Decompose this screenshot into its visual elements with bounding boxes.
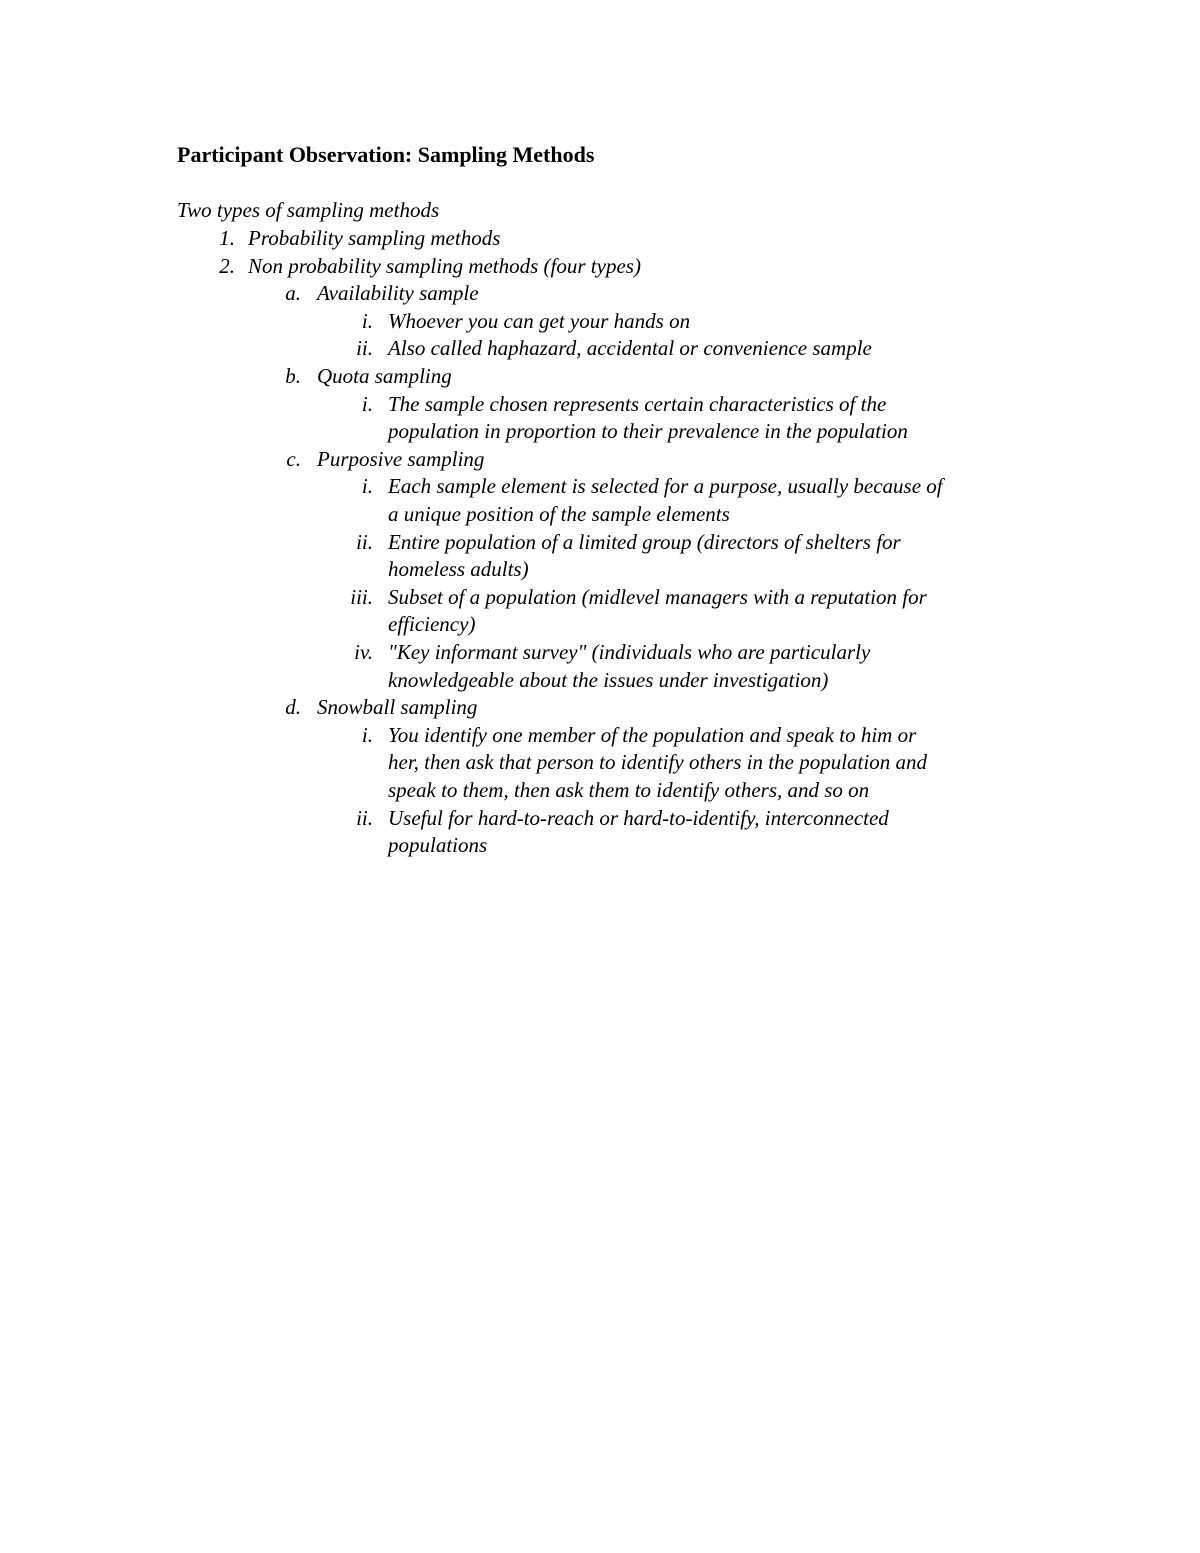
list-marker: i. xyxy=(361,308,373,333)
intro-text: Two types of sampling methods xyxy=(177,198,440,222)
list-item-text: population in proportion to their prevalence in the population xyxy=(388,419,908,444)
list-item-text: Each sample element is selected for a purpose, usually because of xyxy=(388,474,943,499)
list-item-text: Entire population of a limited group (directors of shelters for xyxy=(388,529,901,554)
list-item-text: homeless adults) xyxy=(388,557,529,582)
list-marker: 2. xyxy=(219,253,235,278)
list-item-text: The sample chosen represents certain characteristics of the xyxy=(388,391,887,416)
list-marker: ii. xyxy=(356,529,373,554)
list-item-text: efficiency) xyxy=(388,612,476,637)
list-item-text: Availability sample xyxy=(317,281,479,306)
list-marker: ii. xyxy=(356,336,373,361)
list-item-text: populations xyxy=(388,833,488,858)
list-item-text: Whoever you can get your hands on xyxy=(388,308,691,333)
list-marker: iv. xyxy=(354,640,373,664)
list-marker: i. xyxy=(361,722,373,747)
list-marker: a. xyxy=(285,281,301,306)
list-item-text: Purposive sampling xyxy=(317,446,485,471)
list-item-text: Probability sampling methods xyxy=(248,226,501,250)
list-item-text: Quota sampling xyxy=(317,364,452,388)
list-marker: iii. xyxy=(350,584,373,609)
page-title: Participant Observation: Sampling Methods xyxy=(177,142,595,167)
list-item-text: knowledgeable about the issues under investigation) xyxy=(388,667,829,692)
list-item-text: her, then ask that person to identify others in the population and xyxy=(388,750,927,775)
list-item-text: a unique position of the sample elements xyxy=(388,502,730,526)
list-item-text: Useful for hard-to-reach or hard-to-identify, interconnected xyxy=(388,805,889,830)
list-item-text: You identify one member of the population and speak to him or xyxy=(388,722,917,747)
list-marker: d. xyxy=(285,695,301,720)
list-item-text: Subset of a population (midlevel managers with a reputation for xyxy=(388,584,927,609)
list-marker: i. xyxy=(361,474,373,499)
list-marker: ii. xyxy=(356,805,373,830)
list-item-text: Snowball sampling xyxy=(317,695,478,720)
list-item-text: Also called haphazard, accidental or convenience sample xyxy=(388,336,872,361)
list-item-text: speak to them, then ask them to identify others, and so on xyxy=(388,778,870,802)
list-item-text: "Key informant survey" (individuals who are particularly xyxy=(388,640,871,664)
list-item-text: Non probability sampling methods (four types) xyxy=(248,253,641,278)
list-marker: 1. xyxy=(219,226,235,250)
list-marker: c. xyxy=(286,446,301,471)
list-marker: b. xyxy=(285,364,301,388)
list-marker: i. xyxy=(361,391,373,416)
